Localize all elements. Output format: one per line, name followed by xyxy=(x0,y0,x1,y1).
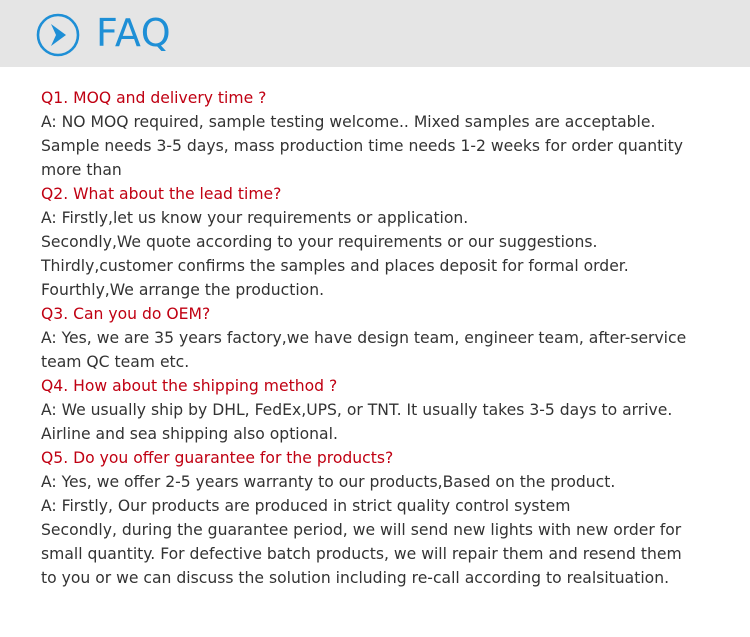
page-title: FAQ xyxy=(96,11,172,55)
faq-item-3 xyxy=(41,302,721,374)
faq-answer-line: A: Firstly,let us know your requirements or application. xyxy=(41,209,469,227)
faq-question: Q5. Do you offer guarantee for the products? xyxy=(41,449,394,467)
faq-answer-line: Sample needs 3-5 days, mass production time needs 1-2 weeks for order quantity xyxy=(41,137,683,155)
faq-header xyxy=(0,0,750,67)
faq-answer-line: A: We usually ship by DHL, FedEx,UPS, or TNT. It usually takes 3-5 days to arrive. xyxy=(41,401,673,419)
faq-answer-line: A: Yes, we offer 2-5 years warranty to our products,Based on the product. xyxy=(41,473,616,491)
faq-answer-line: A: Firstly, Our products are produced in strict quality control system xyxy=(41,497,571,515)
faq-list xyxy=(41,86,721,590)
faq-answer-line: Thirdly,customer confirms the samples and places deposit for formal order. xyxy=(41,257,629,275)
faq-answer-line: more than xyxy=(41,161,122,179)
faq-answer-line: team QC team etc. xyxy=(41,353,190,371)
faq-answer-line: to you or we can discuss the solution including re-call according to realsituation. xyxy=(41,569,670,587)
faq-question: Q3. Can you do OEM? xyxy=(41,305,211,323)
faq-answer-line: A: NO MOQ required, sample testing welcome.. Mixed samples are acceptable. xyxy=(41,113,656,131)
faq-question: Q2. What about the lead time? xyxy=(41,185,282,203)
faq-item-4 xyxy=(41,374,721,446)
faq-item-1 xyxy=(41,86,721,182)
faq-answer-line: Airline and sea shipping also optional. xyxy=(41,425,338,443)
faq-answer-line: Secondly,We quote according to your requirements or our suggestions. xyxy=(41,233,598,251)
chevron-right-circle-icon xyxy=(36,13,80,57)
faq-answer-line: A: Yes, we are 35 years factory,we have design team, engineer team, after-service xyxy=(41,329,687,347)
faq-answer-line: small quantity. For defective batch products, we will repair them and resend them xyxy=(41,545,682,563)
faq-item-5 xyxy=(41,446,721,590)
faq-question: Q1. MOQ and delivery time ? xyxy=(41,89,267,107)
faq-answer-line: Secondly, during the guarantee period, we will send new lights with new order for xyxy=(41,521,682,539)
faq-question: Q4. How about the shipping method ? xyxy=(41,377,338,395)
faq-answer-line: Fourthly,We arrange the production. xyxy=(41,281,325,299)
faq-item-2 xyxy=(41,182,721,302)
